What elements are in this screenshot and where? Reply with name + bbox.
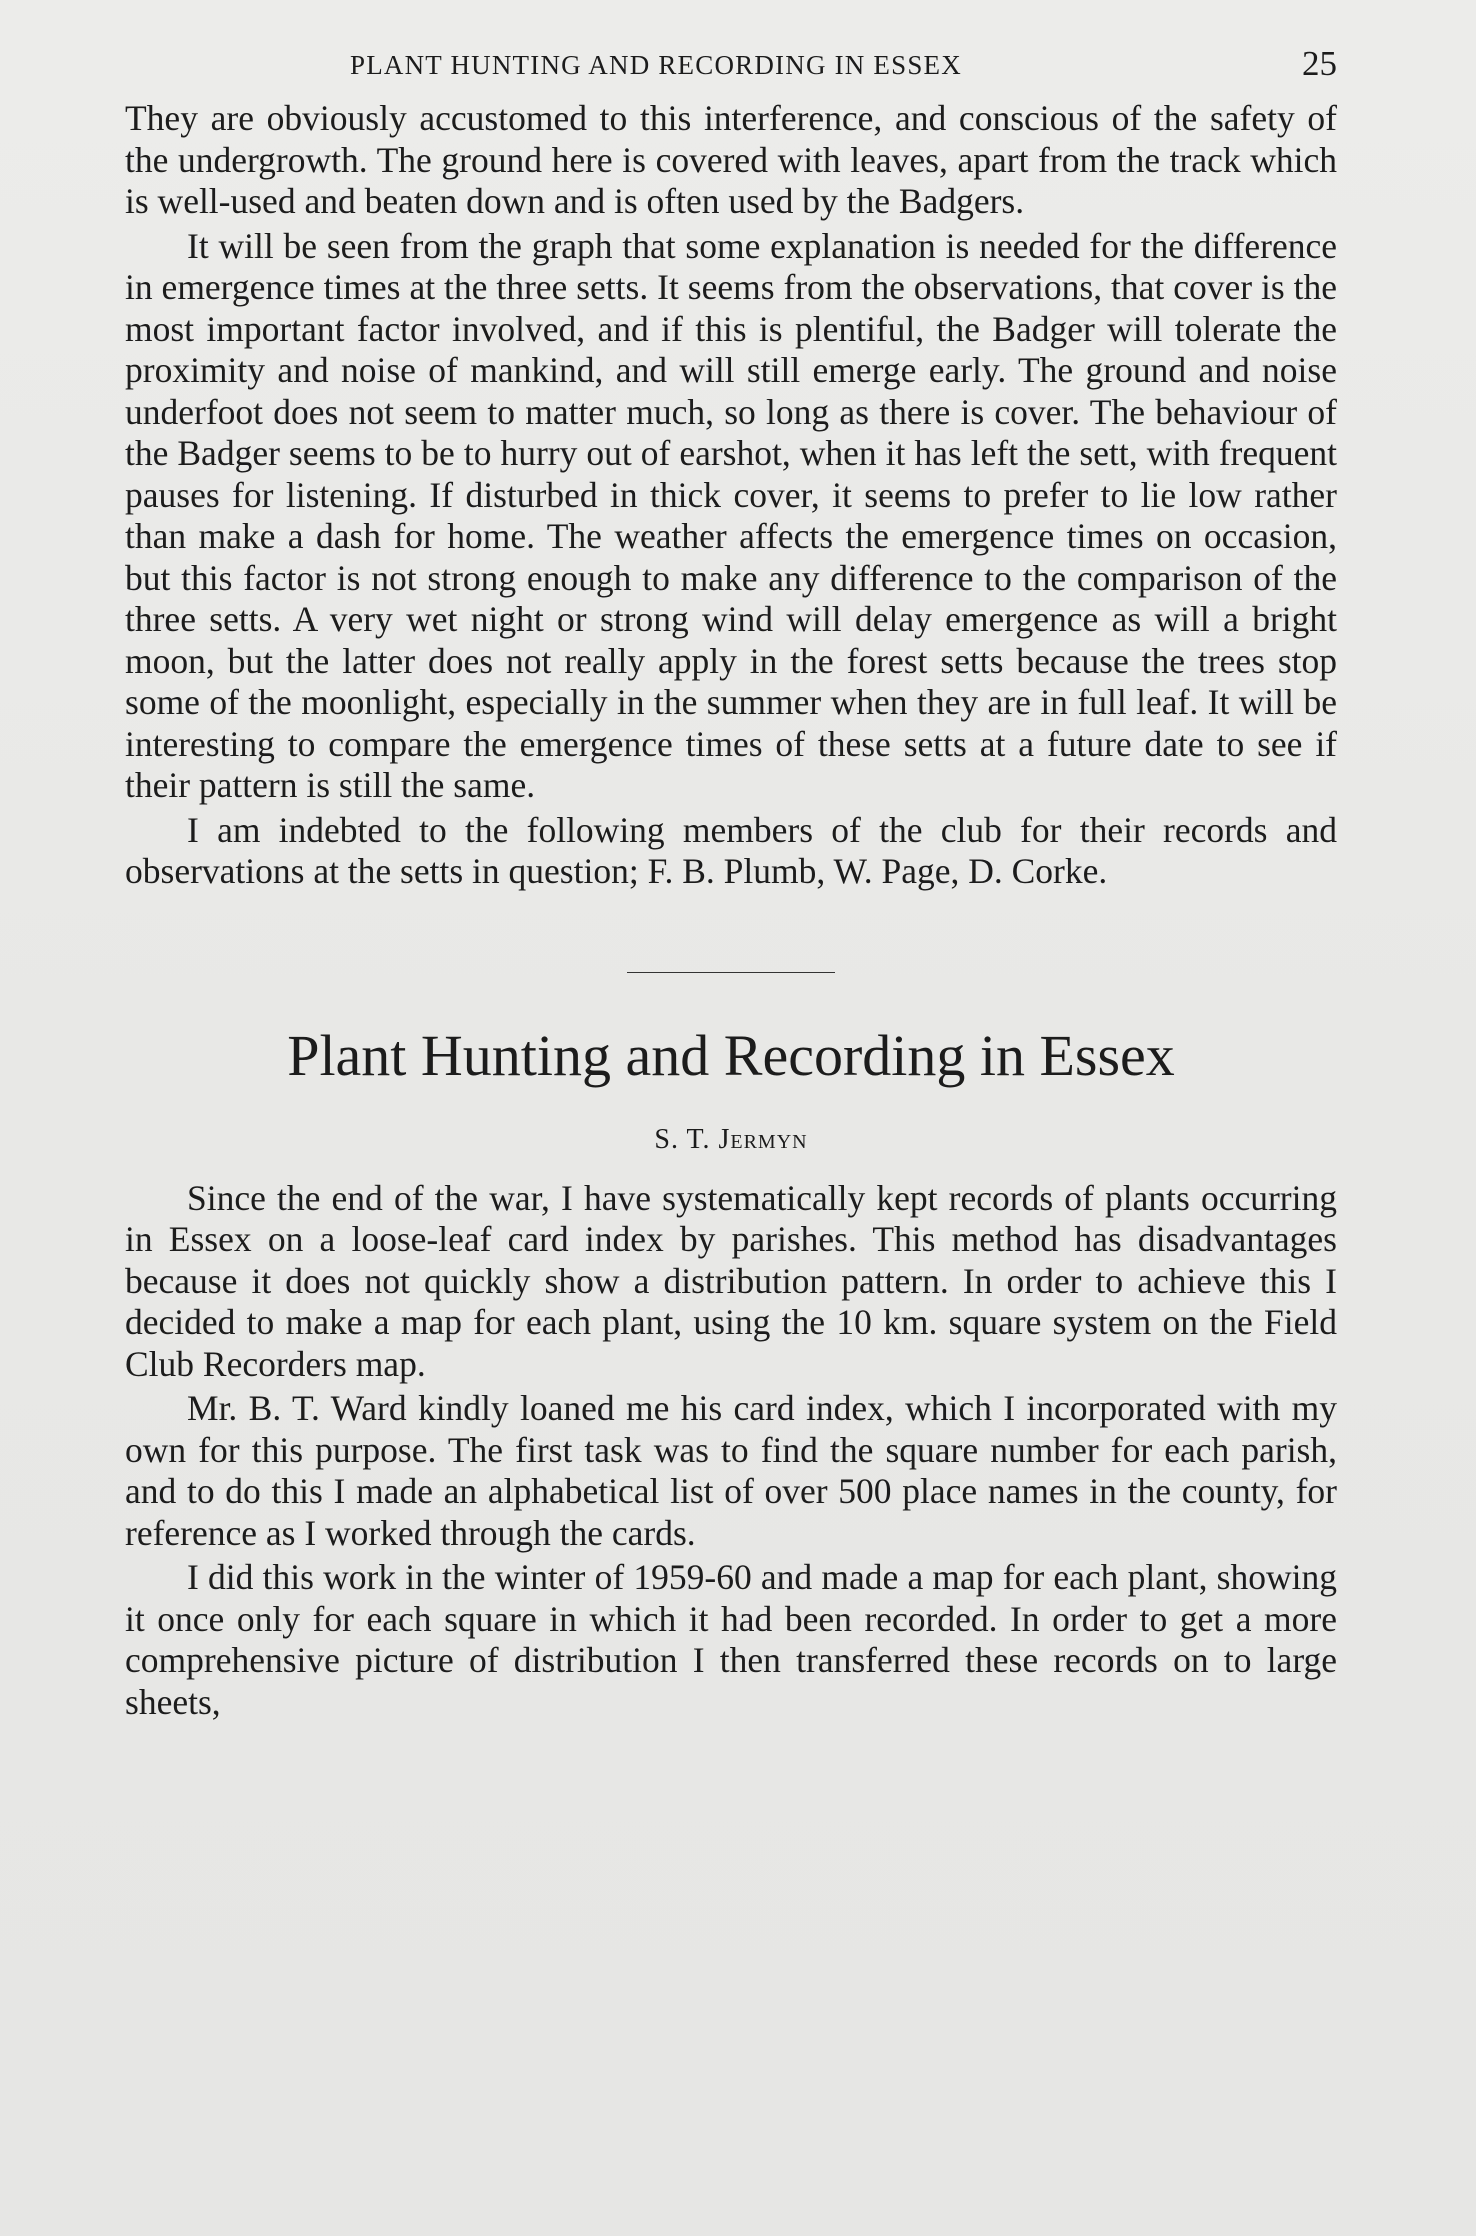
paragraph: It will be seen from the graph that some explanation is needed for the difference in emergence times at the three setts. It seems from the observations, that cover is the most important factor involved, and if this is plentiful, the Badger will tolerate the proximity and noise of mankind, and will still emerge early. The ground and noise underfoot does not seem to matter much, so long as there is cover. The behaviour of the Badger seems to be to hurry out of earshot, when it has left the sett, with frequent pauses for listening. If disturbed in thick cover, it seems to prefer to lie low rather than make a dash for home. The weather affects the emergence times on occasion, but this factor is not strong enough to make any difference to the comparison of the three setts. A very wet night or strong wind will delay emergence as will a bright moon, but the latter does not really apply in the forest setts because the trees stop some of the moonlight, especially in the summer when they are in full leaf. It will be interesting to compare the emergence times of these setts at a future date to see if their pattern is still the same. — [125, 225, 1337, 805]
paragraph: I did this work in the winter of 1959-60 and made a map for each plant, showing it once only for each square in which it had been recorded. In order to get a more comprehensive picture of distribution I then transferred these records on to large sheets, — [125, 1557, 1337, 1722]
article-title: Plant Hunting and Recording in Essex — [287, 1022, 1175, 1088]
paragraph: Since the end of the war, I have systematically kept records of plants occurring in Essex on a loose-leaf card index by parishes. This method has disadvantages because it does not quickly show a distribution pattern. In order to achieve this I decided to make a map for each plant, using the 10 km. square system on the Field Club Recorders map. — [125, 1177, 1337, 1384]
paragraph: They are obviously accustomed to this interference, and conscious of the safety of the undergrowth. The ground here is covered with leaves, apart from the track which is well-used and beaten down and is often used by the Badgers. — [125, 98, 1337, 221]
article-author: S. T. Jermyn — [654, 1123, 808, 1155]
article-body — [125, 1178, 1337, 1724]
running-title: PLANT HUNTING AND RECORDING IN ESSEX — [350, 50, 962, 80]
section-divider — [627, 972, 835, 973]
previous-article-text — [125, 98, 1337, 893]
page-content — [125, 40, 1337, 1723]
paragraph: Mr. B. T. Ward kindly loaned me his card index, which I incorporated with my own for this purpose. The first task was to find the square number for each parish, and to do this I made an alphabetical list of over 500 place names in the county, for reference as I worked through the cards. — [125, 1388, 1337, 1553]
running-head — [125, 40, 1337, 98]
paragraph: I am indebted to the following members of the club for their records and observations at the setts in question; F. B. Plumb, W. Page, D. Corke. — [125, 809, 1337, 891]
page-number: 25 — [1302, 44, 1337, 83]
